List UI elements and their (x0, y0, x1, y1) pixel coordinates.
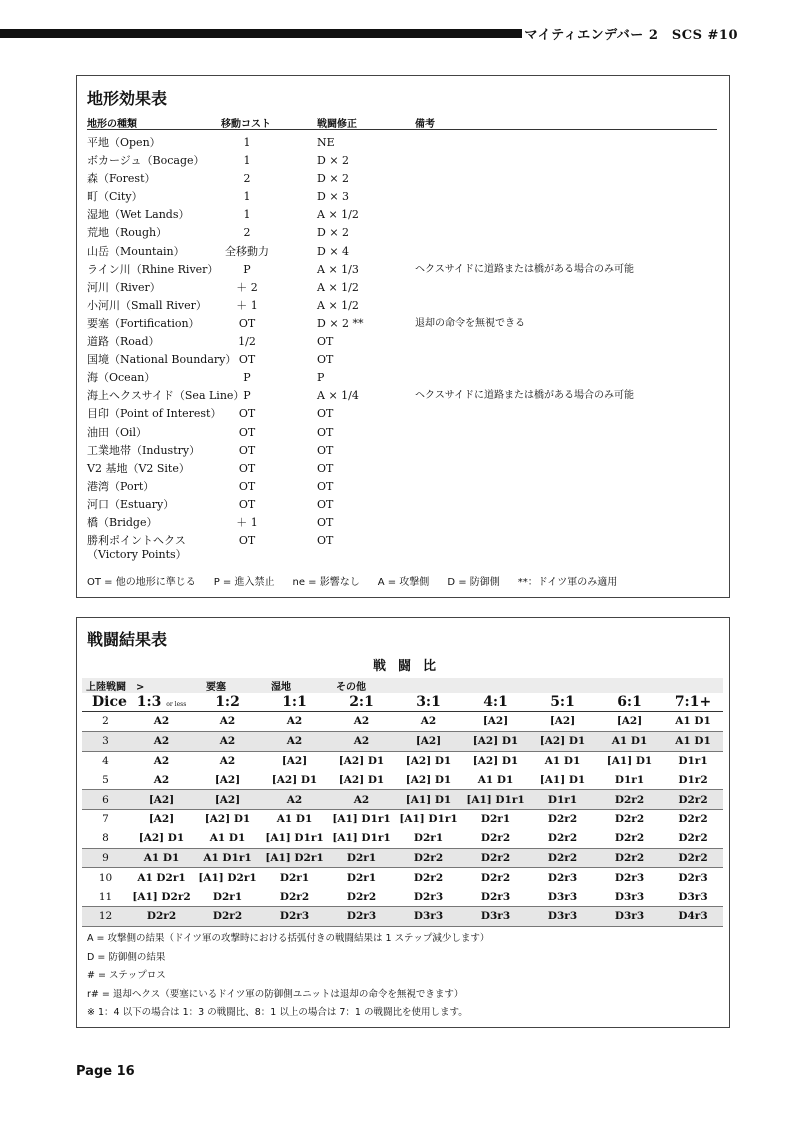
terrain-name (87, 534, 187, 562)
combat-row (82, 751, 723, 770)
combat-result: D2r2 (129, 906, 194, 926)
terrain-cost: ＋ 1 (236, 515, 258, 529)
combat-result: D2r1 (279, 871, 310, 884)
terrain-name: 港湾（Port） (87, 479, 155, 493)
combat-results-box (76, 617, 730, 1028)
combat-result: [A2] D1 (472, 754, 519, 767)
legend-item: OT = 他の地形に準じる (87, 577, 196, 588)
combat-result: [A2] (281, 754, 308, 767)
die-roll: 9 (82, 848, 129, 868)
terrain-mod: D × 2 (317, 172, 350, 186)
col-notes: 備考 (415, 119, 435, 130)
terrain-cost: P (243, 371, 251, 385)
die-roll: 12 (82, 906, 129, 926)
combat-result: D4r3 (663, 906, 723, 926)
terrain-mod: OT (317, 461, 334, 475)
terrain-subheader-row (82, 678, 723, 693)
combat-row (82, 731, 723, 751)
ratio-value: 5:1 (550, 694, 575, 710)
sub-header-landing: 上陸戦闘 > (86, 682, 145, 693)
terrain-mod: OT (317, 534, 334, 548)
terrain-cost: P (243, 262, 251, 276)
terrain-effects-box (76, 75, 730, 598)
note-line: # = ステップロス (87, 970, 166, 981)
terrain-row (87, 243, 717, 261)
combat-result: A2 (194, 731, 261, 751)
terrain-cost: 1 (243, 154, 251, 168)
combat-result: D2r2 (614, 813, 645, 826)
combat-row (82, 809, 723, 828)
combat-result: A2 (328, 731, 395, 751)
combat-row (82, 829, 723, 848)
combat-result: A1 D1 (596, 731, 663, 751)
combat-result: [A2] D1 (405, 754, 452, 767)
combat-result: A1 D1 (209, 832, 246, 845)
ratio-header (395, 693, 462, 712)
die-roll: 6 (82, 790, 129, 810)
combat-result: D2r2 (413, 871, 444, 884)
note-line: D = 防御側の結果 (87, 951, 166, 963)
combat-result: D2r2 (678, 813, 708, 826)
combat-notes (87, 930, 489, 1023)
terrain-row (87, 496, 717, 514)
combat-result: [A1] D1r1 (332, 832, 391, 845)
col-terrain-type: 地形の種類 (87, 119, 137, 130)
combat-result: D2r3 (614, 871, 645, 884)
terrain-name: 橋（Bridge） (87, 515, 158, 529)
combat-result: D2r1 (413, 832, 444, 845)
combat-result: [A2] (148, 813, 175, 826)
die-roll: 8 (102, 832, 109, 845)
combat-row (82, 868, 723, 887)
or-less-note: or less (166, 701, 187, 708)
terrain-name: 工業地帯（Industry） (87, 443, 201, 457)
combat-result: A2 (129, 731, 194, 751)
terrain-cost: 1/2 (238, 335, 256, 349)
legend-item: ne = 影響なし (292, 577, 360, 588)
terrain-mod: OT (317, 407, 334, 421)
combat-result: D3r3 (596, 906, 663, 926)
terrain-row (87, 261, 717, 279)
terrain-mod: OT (317, 497, 334, 511)
combat-result: A2 (153, 715, 170, 728)
terrain-row-victory (87, 532, 717, 564)
ratio-value: 3:1 (416, 694, 441, 710)
terrain-row (87, 514, 717, 532)
sub-header-other: その他 (336, 682, 367, 693)
terrain-row (87, 442, 717, 460)
legend-item: **：ドイツ軍のみ適用 (517, 577, 618, 588)
combat-result: [A2] D1 (529, 731, 596, 751)
combat-result: A1 D1 (129, 848, 194, 868)
note-line: ※ 1：4 以下の場合は 1：3 の戦闘比、8：1 以上の場合は 7：1 の戦闘比を使用します。 (87, 1007, 468, 1018)
combat-result: A1 D2r1 (137, 871, 186, 884)
combat-result: A2 (219, 715, 236, 728)
combat-result: A2 (420, 715, 437, 728)
combat-result: A1 D1 (544, 754, 581, 767)
die-roll: 5 (102, 773, 109, 786)
combat-result: [A2] (129, 790, 194, 810)
combat-result: D2r2 (547, 832, 578, 845)
terrain-row (87, 134, 717, 152)
combat-result: [A1] D2r2 (132, 890, 191, 903)
terrain-header (87, 115, 717, 130)
terrain-name: 要塞（Fortification） (87, 316, 200, 330)
terrain-cost: 2 (243, 226, 251, 240)
dice-header: Dice (82, 693, 129, 712)
combat-result: [A2] (549, 715, 576, 728)
terrain-row (87, 478, 717, 496)
combat-result: [A2] D1 (204, 813, 251, 826)
combat-row (82, 906, 723, 926)
combat-result: D2r3 (547, 871, 578, 884)
combat-result: [A1] D2r1 (198, 871, 257, 884)
combat-result: D1r1 (678, 754, 708, 767)
terrain-cost: OT (238, 479, 256, 493)
combat-result: [A1] D1r1 (265, 832, 324, 845)
combat-result: D2r3 (261, 906, 328, 926)
terrain-row (87, 405, 717, 423)
combat-result: [A1] D1r1 (332, 813, 391, 826)
ratio-value: 2:1 (349, 694, 374, 710)
terrain-title: 地形効果表 (87, 89, 168, 108)
terrain-name: 山岳（Mountain） (87, 244, 185, 258)
combat-result: A2 (261, 731, 328, 751)
ratio-value: 1:3 (136, 694, 162, 710)
terrain-mod: D × 2 ** (317, 316, 364, 330)
terrain-name: 小河川（Small River） (87, 298, 207, 312)
terrain-mod: D × 2 (317, 154, 350, 168)
ratio-header (328, 693, 395, 712)
combat-result: D2r2 (395, 848, 462, 868)
combat-result: D3r3 (614, 890, 645, 903)
terrain-row (87, 188, 717, 206)
combat-result: D2r2 (678, 832, 708, 845)
terrain-mod: OT (317, 443, 334, 457)
combat-result: D3r3 (529, 906, 596, 926)
terrain-mod: OT (317, 335, 334, 349)
combat-result: A2 (286, 715, 303, 728)
terrain-mod: A × 1/2 (317, 208, 359, 222)
combat-result: [A2] D1 (338, 773, 385, 786)
terrain-row (87, 152, 717, 170)
terrain-name: 平地（Open） (87, 136, 161, 149)
combat-result: D2r2 (279, 890, 310, 903)
terrain-row (87, 297, 717, 315)
combat-result: D2r1 (212, 890, 243, 903)
combat-result: D2r2 (529, 848, 596, 868)
ratio-value: 6:1 (617, 694, 642, 710)
col-combat-mod: 戦闘修正 (317, 119, 357, 130)
combat-result: A1 D1 (477, 773, 514, 786)
combat-result: [A1] D1 (606, 754, 653, 767)
terrain-cost: 1 (243, 136, 251, 149)
terrain-row (87, 206, 717, 224)
combat-result: D3r3 (547, 890, 578, 903)
combat-row (82, 790, 723, 810)
combat-result: A2 (219, 754, 236, 767)
combat-result: [A2] (616, 715, 643, 728)
combat-result: D1r1 (614, 773, 645, 786)
ratio-header (663, 693, 723, 712)
combat-result: D2r1 (480, 813, 511, 826)
terrain-cost: P (243, 389, 251, 403)
sub-header-wetland: 湿地 (271, 682, 292, 693)
die-roll: 3 (82, 731, 129, 751)
combat-result: D3r3 (462, 906, 529, 926)
terrain-cost: OT (238, 316, 256, 330)
combat-result: [A2] D1 (462, 731, 529, 751)
combat-result: [A2] D1 (405, 773, 452, 786)
terrain-name: 町（City） (87, 190, 143, 204)
terrain-mod: OT (317, 479, 334, 493)
terrain-name: 森（Forest） (87, 172, 156, 186)
combat-result: D2r3 (480, 890, 511, 903)
ratio-header (129, 693, 194, 712)
terrain-note: 退却の命令を無視できる (415, 317, 525, 329)
terrain-cost: 1 (243, 208, 251, 222)
combat-result: A2 (153, 754, 170, 767)
terrain-row (87, 351, 717, 369)
terrain-mod: A × 1/2 (317, 280, 359, 294)
combat-result: D1r1 (529, 790, 596, 810)
terrain-mod: A × 1/3 (317, 262, 359, 276)
ratio-value: 4:1 (483, 694, 508, 710)
terrain-cost: OT (238, 425, 256, 439)
terrain-mod: OT (317, 353, 334, 367)
terrain-name: 油田（Oil） (87, 425, 148, 439)
combat-result: [A2] (482, 715, 509, 728)
terrain-name: V2 基地（V2 Site） (87, 461, 190, 475)
combat-result: D2r2 (663, 790, 723, 810)
die-roll: 2 (102, 715, 109, 728)
ratio-header (462, 693, 529, 712)
combat-row (82, 770, 723, 789)
terrain-cost: OT (238, 443, 256, 457)
terrain-row (87, 333, 717, 351)
combat-result: D2r1 (346, 871, 377, 884)
terrain-cost: OT (238, 534, 256, 548)
combat-result: D2r2 (547, 813, 578, 826)
combat-result: [A1] D1 (539, 773, 586, 786)
terrain-mod: D × 4 (317, 244, 350, 258)
terrain-note: ヘクスサイドに道路または橋がある場合のみ可能 (415, 263, 634, 275)
terrain-cost: 2 (243, 172, 251, 186)
ratio-value: 1:2 (215, 694, 240, 710)
terrain-cost: ＋ 2 (236, 280, 258, 294)
terrain-name: 荒地（Rough） (87, 226, 168, 240)
combat-result: D2r2 (462, 848, 529, 868)
terrain-name: 湿地（Wet Lands） (87, 208, 190, 222)
terrain-row (87, 387, 717, 405)
terrain-name: ライン川（Rhine River） (87, 262, 219, 276)
terrain-legend (87, 573, 635, 588)
terrain-name-line2: （Victory Points） (87, 548, 187, 562)
terrain-name: ボカージュ（Bocage） (87, 154, 205, 168)
combat-row (82, 887, 723, 906)
combat-result: [A1] D1r1 (399, 813, 458, 826)
terrain-name: 海上ヘクスサイド（Sea Line） (87, 389, 245, 403)
combat-result: [A2] D1 (138, 832, 185, 845)
combat-result: [A2] (194, 790, 261, 810)
combat-result: D2r2 (346, 890, 377, 903)
combat-result: A1 D1 (663, 731, 723, 751)
ratio-value: 1:1 (282, 694, 307, 710)
terrain-cost: OT (238, 497, 256, 511)
terrain-row (87, 315, 717, 333)
legend-item: D = 防御側 (447, 577, 500, 588)
ratio-label: 戦闘比 (373, 659, 449, 674)
combat-title: 戦闘結果表 (87, 630, 168, 649)
terrain-name: 海（Ocean） (87, 371, 156, 385)
combat-result: D2r3 (328, 906, 395, 926)
terrain-name: 目印（Point of Interest） (87, 407, 222, 421)
ratio-header (596, 693, 663, 712)
combat-result: D2r1 (328, 848, 395, 868)
terrain-cost: OT (238, 407, 256, 421)
combat-result: [A2] D1 (271, 773, 318, 786)
combat-result: D2r2 (663, 848, 723, 868)
terrain-cost: 1 (243, 190, 251, 204)
terrain-name-line1: 勝利ポイントヘクス (87, 534, 186, 548)
terrain-row (87, 224, 717, 242)
combat-row (82, 848, 723, 868)
terrain-mod: D × 2 (317, 226, 350, 240)
col-move-cost: 移動コスト (221, 119, 271, 130)
combat-result: [A1] D1 (395, 790, 462, 810)
combat-result: A2 (153, 773, 170, 786)
combat-result: [A2] (395, 731, 462, 751)
note-line: A = 攻撃側の結果（ドイツ軍の攻撃時における括弧付きの戦闘結果は 1 ステップ減少します） (87, 933, 490, 944)
combat-result: [A2] D1 (338, 754, 385, 767)
combat-result: D1r2 (678, 773, 708, 786)
combat-result: D2r2 (480, 832, 511, 845)
terrain-name: 道路（Road） (87, 335, 160, 349)
combat-result: A2 (353, 715, 370, 728)
combat-result: A1 D1 (276, 813, 313, 826)
combat-result: D2r3 (678, 871, 708, 884)
terrain-mod: NE (317, 136, 335, 149)
ratio-value: 7:1+ (674, 694, 712, 710)
combat-table (82, 678, 723, 927)
die-roll: 10 (98, 871, 113, 884)
terrain-mod: A × 1/4 (317, 389, 359, 403)
combat-result: D2r3 (413, 890, 444, 903)
combat-result: [A1] D1r1 (462, 790, 529, 810)
terrain-row (87, 279, 717, 297)
combat-result: D2r2 (614, 832, 645, 845)
header-bar (0, 29, 522, 38)
header-title: マイティエンデバー 2 SCS #10 (524, 28, 738, 43)
terrain-cost: 全移動力 (225, 244, 269, 258)
ratio-header (529, 693, 596, 712)
legend-item: A = 攻撃側 (377, 577, 430, 588)
terrain-name: 国境（National Boundary） (87, 353, 237, 367)
ratio-header-row (82, 693, 723, 712)
terrain-mod: OT (317, 425, 334, 439)
combat-row (82, 712, 723, 732)
combat-result: D2r2 (194, 906, 261, 926)
combat-result: A2 (261, 790, 328, 810)
combat-result: [A1] D2r1 (261, 848, 328, 868)
terrain-cost: OT (238, 461, 256, 475)
note-line: r# = 退却ヘクス（要塞にいるドイツ軍の防御側ユニットは退却の命令を無視できます） (87, 988, 464, 1000)
terrain-row (87, 369, 717, 387)
terrain-note: ヘクスサイドに道路または橋がある場合のみ可能 (415, 390, 634, 402)
combat-result: D3r3 (678, 890, 708, 903)
ratio-header (194, 693, 261, 712)
combat-result: D2r2 (480, 871, 511, 884)
terrain-mod: A × 1/2 (317, 298, 359, 312)
combat-result: D3r3 (395, 906, 462, 926)
terrain-row (87, 424, 717, 442)
die-roll: 7 (102, 813, 109, 826)
die-roll: 11 (98, 890, 113, 903)
terrain-mod: D × 3 (317, 190, 350, 204)
legend-item: P = 進入禁止 (213, 577, 275, 588)
terrain-mod: OT (317, 515, 334, 529)
sub-header-fort: 要塞 (206, 682, 227, 693)
combat-result: A2 (328, 790, 395, 810)
terrain-cost: OT (238, 353, 256, 367)
terrain-row (87, 460, 717, 478)
terrain-name: 河川（River） (87, 280, 161, 294)
combat-result: A1 D1 (675, 715, 711, 728)
combat-result: [A2] (214, 773, 241, 786)
combat-result: D2r2 (596, 790, 663, 810)
page-number: Page 16 (76, 1064, 135, 1079)
ratio-header (261, 693, 328, 712)
terrain-row (87, 170, 717, 188)
terrain-rows (87, 134, 717, 564)
terrain-mod: P (317, 371, 325, 385)
terrain-cost: ＋ 1 (236, 298, 258, 312)
die-roll: 4 (102, 754, 109, 767)
combat-result: D2r2 (596, 848, 663, 868)
combat-result: A1 D1r1 (194, 848, 261, 868)
terrain-name: 河口（Estuary） (87, 497, 175, 511)
